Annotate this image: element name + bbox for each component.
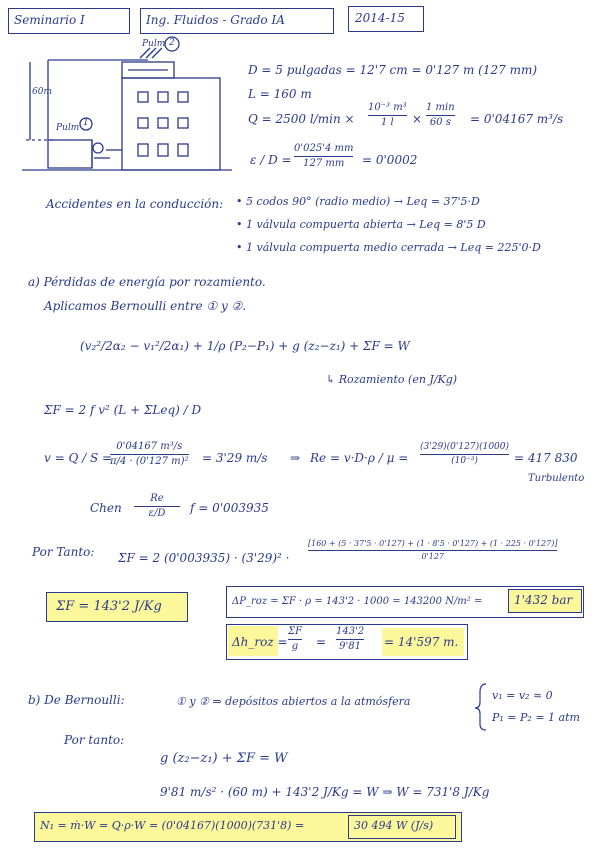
power-equation: N₁ = ṁ·W = Q·ρ·W = (0'04167)(1000)(731'8) = (40, 819, 305, 832)
sf-lhs: ΣF = 2 (0'003935) · (3'29)² · (118, 551, 290, 565)
accident-item-2: • 1 válvula compuerta abierta → Leq = 8'5 D (236, 218, 486, 231)
reynolds-lhs: Re = v·D·ρ / μ = (310, 451, 409, 465)
flow-factor-1: 10⁻³ m³ 1 l (368, 102, 407, 128)
velocity-fraction: 0'04167 m³/s π/4 · (0'127 m)² (110, 441, 189, 467)
accident-item-3: • 1 válvula compuerta medio cerrada → Leq = 225'0·D (236, 241, 541, 254)
rozamiento-note: ↳ Rozamiento (en J/Kg) (326, 373, 458, 386)
chen-label: Chen (90, 501, 122, 515)
por-tanto-b: Por tanto: (64, 733, 125, 747)
part-a-title: a) Pérdidas de energía por rozamiento. (28, 275, 266, 289)
dh-result: = 14'597 m. (384, 635, 459, 649)
degree-title: Ing. Fluidos - Grado IA (146, 13, 285, 27)
course-title: Seminario I (14, 13, 85, 27)
diameter-line: D = 5 pulgadas = 12'7 cm = 0'127 m (127 mm) (248, 63, 538, 77)
accident-item-1: • 5 codos 90° (radio medio) → Leq = 37'5·D (236, 195, 480, 208)
height-label: 60m (32, 87, 52, 97)
flow-lhs: Q = 2500 l/min × (248, 112, 355, 126)
sf-result: ΣF = 143'2 J/Kg (56, 599, 162, 614)
flow-factor-2: 1 min 60 s (426, 102, 455, 128)
accidents-label: Accidentes en la conducción: (46, 197, 224, 211)
condition-pressure: P₁ = P₂ = 1 atm (492, 711, 580, 724)
dh-equals: = (316, 635, 327, 649)
flow-times: × (412, 112, 423, 126)
bernoulli-intro: Aplicamos Bernoulli entre ① y ②. (44, 299, 247, 313)
velocity-lhs: v = Q / S = (44, 451, 113, 465)
reynolds-result: = 417 830 (514, 451, 578, 465)
por-tanto-a: Por Tanto: (32, 545, 95, 559)
lower-tank-label: Pulm (56, 123, 80, 133)
dp-bar-value: 1'432 bar (514, 593, 573, 607)
dh-lhs: Δh_roz = (232, 635, 288, 649)
dh-fraction-2: 143'2 9'81 (336, 626, 365, 652)
roughness-lhs: ε / D = (250, 153, 292, 167)
roughness-fraction: 0'025'4 mm 127 mm (294, 143, 354, 169)
reynolds-fraction: (3'29)(0'127)(1000) (10⁻³) (420, 442, 510, 466)
bernoulli-equation: (v₂²/2α₂ − v₁²/2α₁) + 1/ρ (P₂−P₁) + g (z₂−z₁) + ΣF = W (80, 339, 410, 353)
point-2-marker: 2 (169, 38, 175, 48)
upper-tank-label: Pulm (142, 39, 166, 49)
roughness-result: = 0'0002 (362, 153, 418, 167)
reynolds-arrow: ⇒ (290, 451, 301, 465)
friction-factor: f = 0'003935 (190, 501, 269, 515)
dh-fraction-1: ΣF g (288, 626, 303, 652)
part-b-title: b) De Bernoulli: (28, 693, 125, 707)
velocity-result: = 3'29 m/s (202, 451, 268, 465)
point-1-marker: 1 (83, 118, 89, 128)
part-b-condition: ① y ② ⇒ depósitos abiertos a la atmósfera (176, 695, 411, 708)
length-line: L = 160 m (248, 87, 312, 101)
energy-equation: g (z₂−z₁) + ΣF = W (160, 751, 288, 766)
flow-regime: Turbulento (528, 473, 585, 484)
sf-fraction: [160 + (5 · 37'5 · 0'127) + (1 · 8'5 · 0'127) + (1 · 225 · 0'127)] 0'127 (308, 539, 558, 561)
flow-result: = 0'04167 m³/s (470, 112, 564, 126)
year-title: 2014-15 (355, 11, 405, 25)
power-result: 30 494 W (J/s) (354, 819, 434, 832)
chen-arrow-fraction: Re ε/D (134, 494, 180, 519)
dp-line: ΔP_roz = ΣF · ρ = 143'2 · 1000 = 143200 N/m² = (232, 596, 483, 607)
friction-formula: ΣF = 2 f v² (L + ΣLeq) / D (44, 403, 202, 417)
condition-velocity: v₁ = v₂ ≈ 0 (492, 689, 553, 702)
work-equation: 9'81 m/s² · (60 m) + 143'2 J/Kg = W ⇒ W = 731'8 J/Kg (160, 785, 490, 799)
